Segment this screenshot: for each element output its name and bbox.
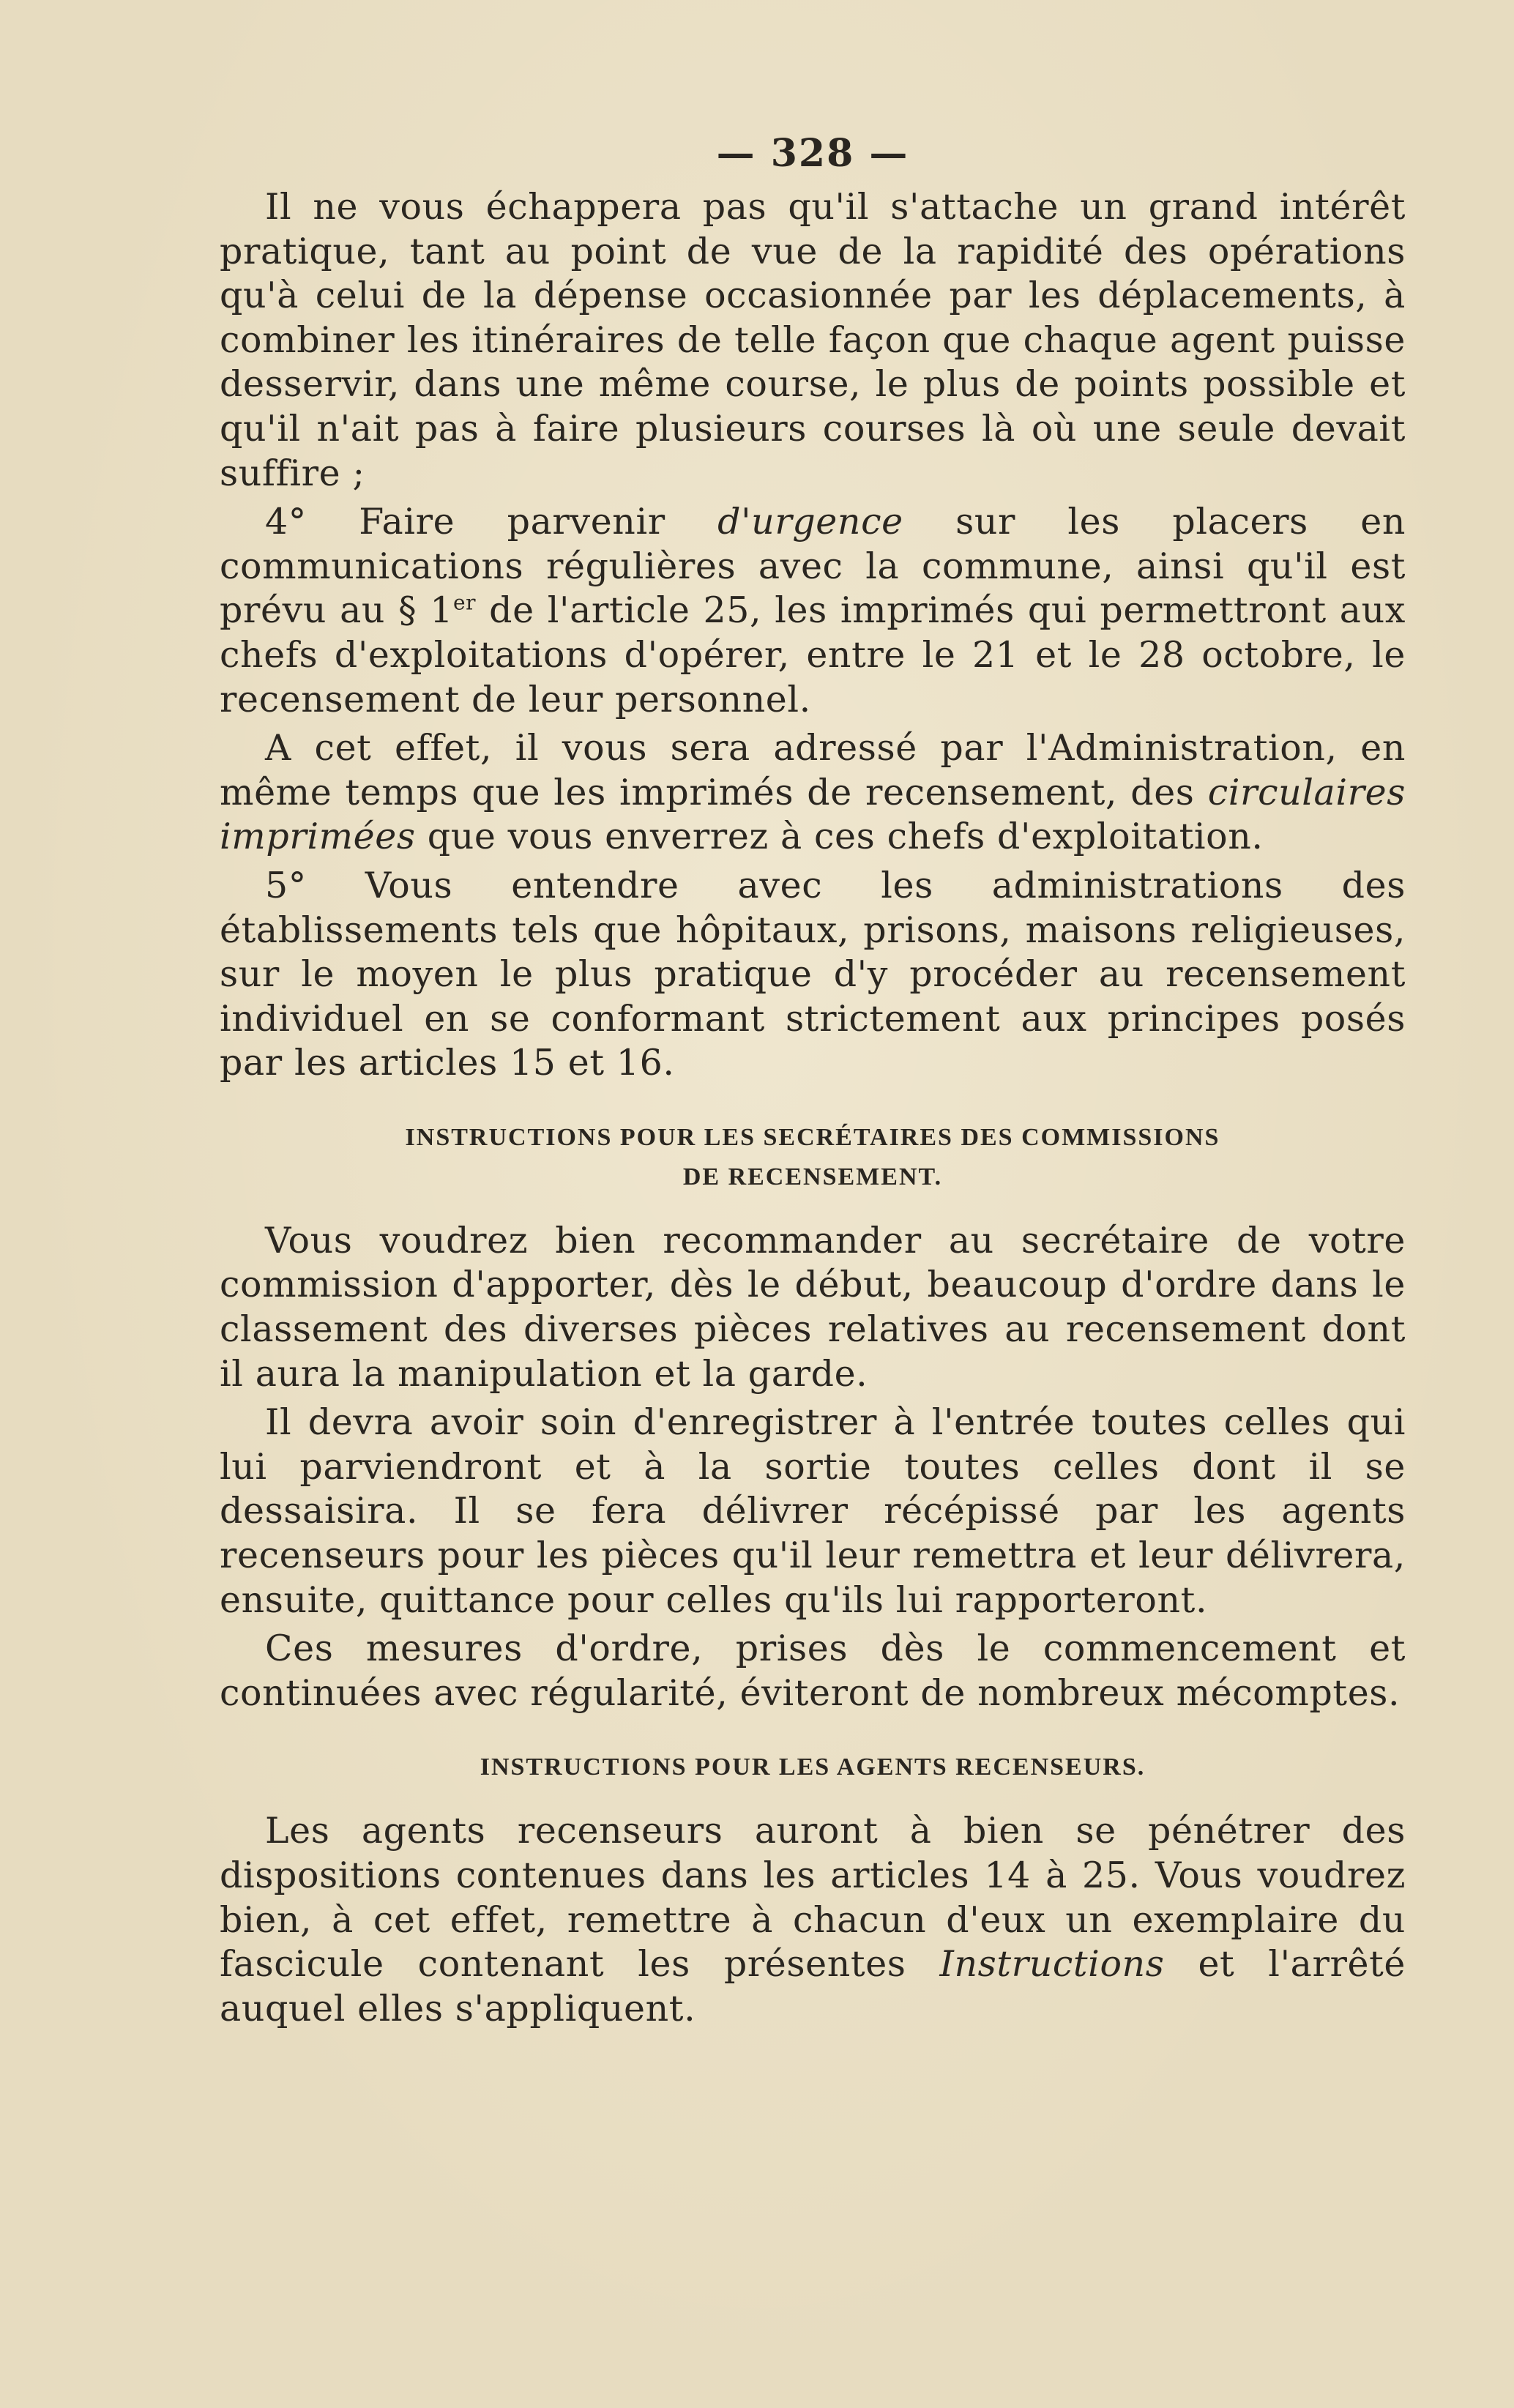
paragraph-a-cet-effet	[220, 726, 1406, 860]
paragraph-mesures: Ces mesures d'ordre, prises dès le commencement et continuées avec régularité, éviteront de nombreux mécomptes.	[220, 1628, 1406, 1714]
paragraph-agents-recenseurs	[220, 1809, 1406, 2031]
heading-line: DE RECENSEMENT.	[682, 1163, 943, 1190]
emphasis-text: d'urgence	[717, 501, 903, 543]
paragraph-text: et l'arrêté auquel elles s'appliquent.	[220, 1943, 1406, 2029]
paragraph-item-4	[220, 500, 1406, 722]
emphasis-text: Instructions	[939, 1943, 1165, 1986]
page-body	[220, 128, 1406, 2035]
paragraph-text: A cet effet, il vous sera adressé par l'Administration, en même temps que les imprimés de recensement, des	[220, 727, 1406, 813]
paragraph-enregistrer: Il devra avoir soin d'enregistrer à l'entrée toutes celles qui lui parviendront et à la sortie toutes celles dont il se dessaisira. Il se fera délivrer récépissé par les agents recenseurs pour les pièces qu'il leur remettra et leur délivrera, ensuite, quittance pour celles qu'ils lui rapporteront.	[220, 1401, 1406, 1621]
emphasis-text: circulaires imprimées	[220, 771, 1406, 858]
paragraph-text: que vous enverrez à ces chefs d'exploitation.	[415, 816, 1264, 858]
paragraph-item-5: 5° Vous entendre avec les administrations des établissements tels que hôpitaux, prisons, maisons religieuses, sur le moyen le plus pratique d'y procéder au recensement individuel en se conformant strictement aux principes posés par les articles 15 et 16.	[220, 864, 1406, 1084]
heading-line: INSTRUCTIONS POUR LES SECRÉTAIRES DES COMMISSIONS	[405, 1123, 1220, 1151]
page-number: — 328 —	[716, 131, 909, 176]
paragraph-recommander: Vous voudrez bien recommander au secrétaire de votre commission d'apporter, dès le début, beaucoup d'ordre dans le classement des diverses pièces relatives au recensement dont il aura la manipulation et la garde.	[220, 1219, 1406, 1395]
heading-line: INSTRUCTIONS POUR LES AGENTS RECENSEURS.	[480, 1753, 1146, 1781]
paragraph-itineraires: Il ne vous échappera pas qu'il s'attache un grand intérêt pratique, tant au point de vue de la rapidité des opérations qu'à celui de la dépense occasionnée par les déplacements, à combiner les itinéraires de telle façon que chaque agent puisse desservir, dans une même course, le plus de points possible et qu'il n'ait pas à faire plusieurs courses là où une seule devait suffire ;	[220, 186, 1406, 494]
paragraph-text: de l'article 25, les imprimés qui permettront aux chefs d'exploitations d'opérer, entre le 21 et le 28 octobre, le recensement de leur personnel.	[220, 589, 1406, 720]
superscript-text: er	[452, 591, 477, 616]
paragraph-text: sur les placers en communications régulières avec la commune, ainsi qu'il est prévu au § 1	[220, 501, 1406, 632]
section-heading-agents	[220, 1748, 1406, 1787]
paragraph-text: 4° Faire parvenir	[265, 501, 718, 543]
paragraph-text: Les agents recenseurs auront à bien se pénétrer des dispositions contenues dans les articles 14 à 25. Vous voudrez bien, à cet effet, remettre à chacun d'eux un exemplaire du fascicule contenant les présentes	[220, 1810, 1406, 1986]
section-heading-secretaires	[220, 1118, 1406, 1197]
